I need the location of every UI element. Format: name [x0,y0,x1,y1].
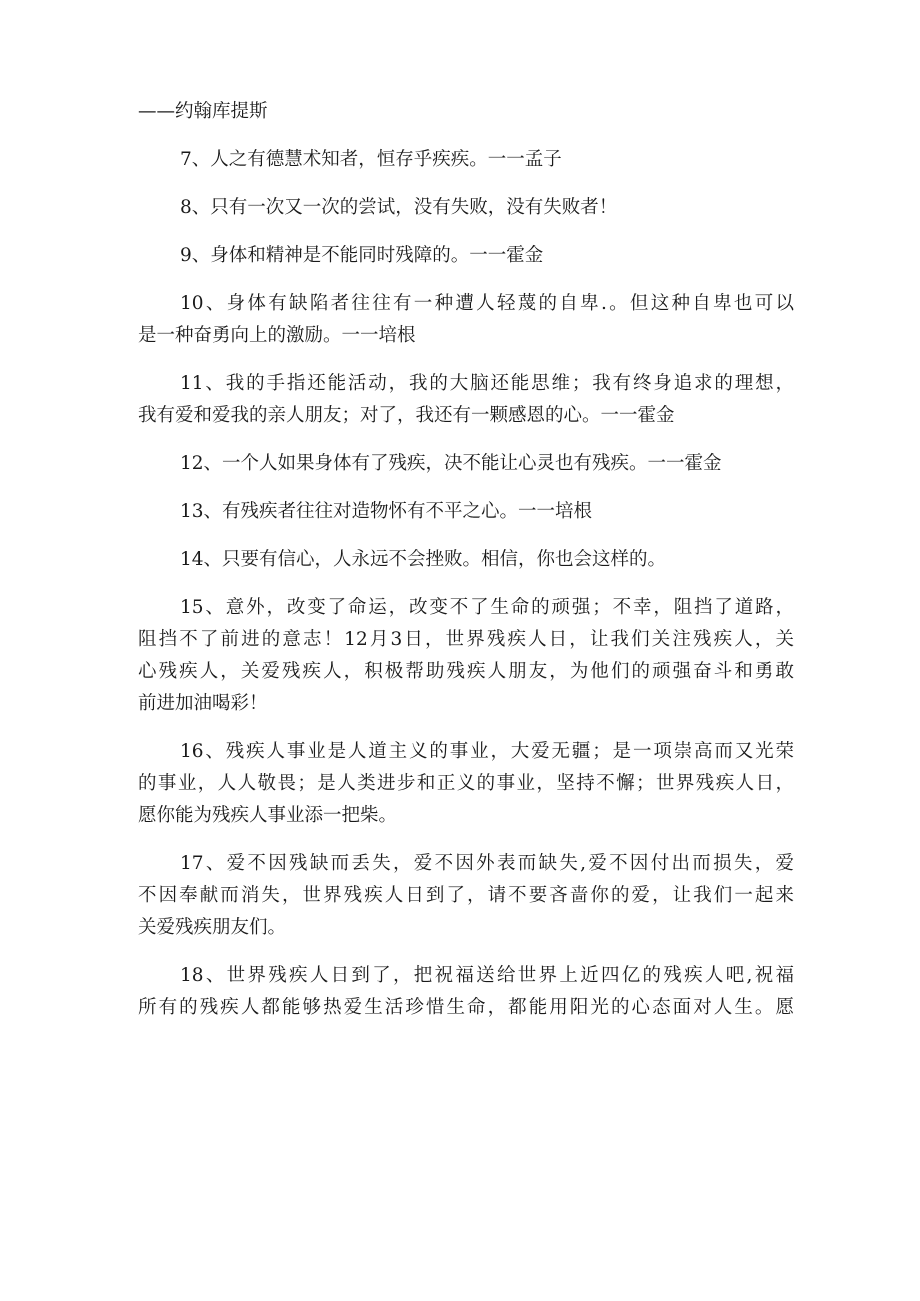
quote-paragraph-18 [138,960,794,1024]
text-line: 关爱残疾朋友们。 [138,917,287,938]
author-attribution: ——约翰库提斯 [138,101,268,122]
text-line: 是一种奋勇向上的激励。一一培根 [138,325,416,346]
quote-paragraph-16 [138,736,794,832]
text-line: 所有的残疾人都能够热爱生活珍惜生命，都能用阳光的心态面对人生。愿 [138,997,794,1018]
quote-paragraph-13 [138,496,794,528]
document-body [138,96,794,1040]
quote-paragraph-15 [138,592,794,720]
quote-paragraph-9 [138,240,794,272]
quote-paragraph-14 [138,544,794,576]
text-line: 18、世界残疾人日到了，把祝福送给世界上近四亿的残疾人吧,祝福 [180,965,794,986]
text-line: 16、残疾人事业是人道主义的事业，大爱无疆；是一项崇高而又光荣 [180,741,794,762]
quote-paragraph-8 [138,192,794,224]
quote-paragraph-17 [138,848,794,944]
text-line: 15、意外，改变了命运，改变不了生命的顽强；不幸，阻挡了道路， [180,597,794,618]
quote-paragraph-10 [138,288,794,352]
quote-paragraph-7 [138,144,794,176]
quote-paragraph-11 [138,368,794,432]
text-line: 不因奉献而消失，世界残疾人日到了，请不要吝啬你的爱，让我们一起来 [138,885,794,906]
quote-paragraph-12 [138,448,794,480]
text-line: 11、我的手指还能活动，我的大脑还能思维；我有终身追求的理想， [180,373,794,394]
text-line: 12、一个人如果身体有了残疾，决不能让心灵也有残疾。一一霍金 [180,453,722,474]
text-line: 我有爱和爱我的亲人朋友；对了，我还有一颗感恩的心。一一霍金 [138,405,675,426]
text-line: 心残疾人，关爱残疾人，积极帮助残疾人朋友，为他们的顽强奋斗和勇敢 [138,661,794,682]
text-line: 7、人之有德慧术知者，恒存乎疾疾。一一孟子 [180,149,562,170]
text-line: 14、只要有信心，人永远不会挫败。相信，你也会这样的。 [180,549,667,570]
text-line: 阻挡不了前进的意志！12月3日，世界残疾人日，让我们关注残疾人，关 [138,629,794,650]
text-line: 8、只有一次又一次的尝试，没有失败，没有失败者！ [180,197,618,218]
text-line: 17、爱不因残缺而丢失，爱不因外表而缺失,爱不因付出而损失，爱 [180,853,794,874]
text-line: 9、身体和精神是不能同时残障的。一一霍金 [180,245,544,266]
text-line: 的事业，人人敬畏；是人类进步和正义的事业，坚持不懈；世界残疾人日， [138,773,794,794]
text-line: 愿你能为残疾人事业添一把柴。 [138,805,398,826]
text-line: 13、有残疾者往往对造物怀有不平之心。一一培根 [180,501,593,522]
text-line: 10、身体有缺陷者往往有一种遭人轻蔑的自卑.。但这种自卑也可以 [180,293,794,314]
text-line: 前进加油喝彩！ [138,693,268,714]
